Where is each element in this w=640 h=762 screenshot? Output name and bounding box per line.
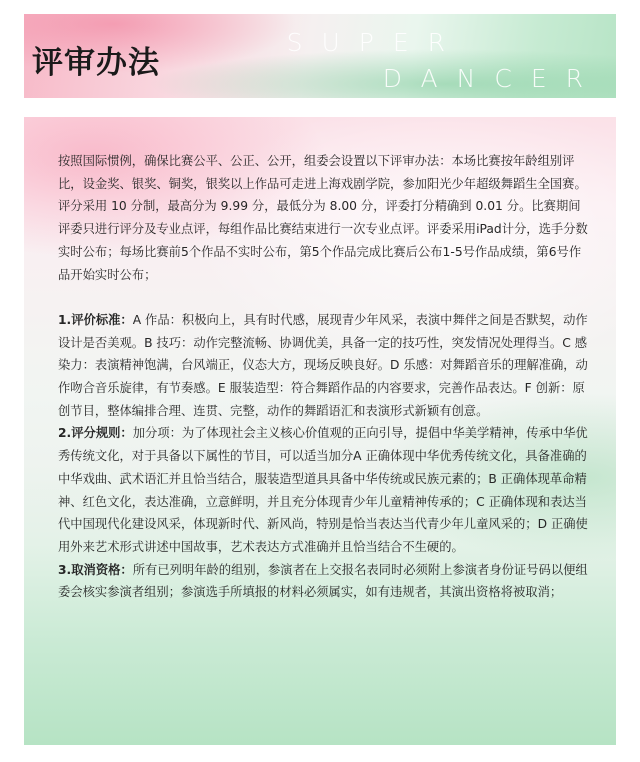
intro-paragraph: 按照国际惯例，确保比赛公平、公正、公开，组委会设置以下评审办法：本场比赛按年龄组别评比，设金奖、银奖、铜奖，银奖以上作品可走进上海戏剧学院，参加阳光少年超级舞蹈生全国赛。评分采用 10 分制，最高分为 9.99 分，最低分为 8.00 分，评委打分精确到 0.01 分。比赛期间评委只进行评分及专业点评，每组作品比赛结束进行一次专业点评。评委采用iPad计分，选手分数实时公布；每场比赛前5个作品不实时公布，第5个作品完成比赛后公布1-5号作品成绩，第6号作品开始实时公布；	[58, 154, 588, 282]
section-label: 2.评分规则：	[58, 426, 133, 441]
section-label: 3.取消资格：	[58, 562, 133, 577]
header-banner	[24, 14, 616, 98]
content-panel	[24, 117, 616, 745]
section-text: A 作品：积极向上，具有时代感，展现青少年风采，表演中舞伴之间是否默契，动作设计是否美观。B 技巧：动作完整流畅、协调优美，具备一定的技巧性，突发情况处理得当。C 感染力：表演精神饱满，台风端正，仪态大方，现场反映良好。D 乐感：对舞蹈音乐的理解准确，动作吻合音乐旋律，有节奏感。E 服装造型：符合舞蹈作品的内容要求，完善作品表达。F 创新：原创节目，整体编排合理、连贯、完整，动作的舞蹈语汇和表演形式新颖有创意。	[58, 312, 588, 418]
section-scoring-rules	[58, 422, 588, 558]
section-text: 加分项：为了体现社会主义核心价值观的正向引导，提倡中华美学精神，传承中华优秀传统文化，对于具备以下属性的节目，可以适当加分A 正确体现中华优秀传统文化，具备准确的中华戏曲、武术语汇并且恰当结合，服装造型道具具备中华传统或民族元素的；B 正确体现革命精神、红色文化，表达准确，立意鲜明，并且充分体现青少年儿童精神传承的；C 正确体现和表达当代中国现代化建设风采，体现新时代、新风尚，特别是恰当表达当代青少年儿童风采的；D 正确使用外来艺术形式讲述中国故事，艺术表达方式准确并且恰当结合不生硬的。	[58, 426, 588, 554]
brand-text-super: SUPER	[286, 28, 464, 57]
section-text: 所有已列明年龄的组别，参演者在上交报名表同时必须附上参演者身份证号码以便组委会核实参演者组别；参演选手所填报的材料必须属实，如有违规者，其演出资格将被取消；	[58, 562, 588, 600]
section-label: 1.评价标准：	[58, 312, 133, 327]
section-evaluation-criteria	[58, 309, 588, 423]
page-title: 评审办法	[32, 45, 160, 81]
rules-text	[58, 150, 588, 604]
brand-text-dancer: DANCER	[382, 64, 602, 93]
section-disqualification	[58, 559, 588, 604]
